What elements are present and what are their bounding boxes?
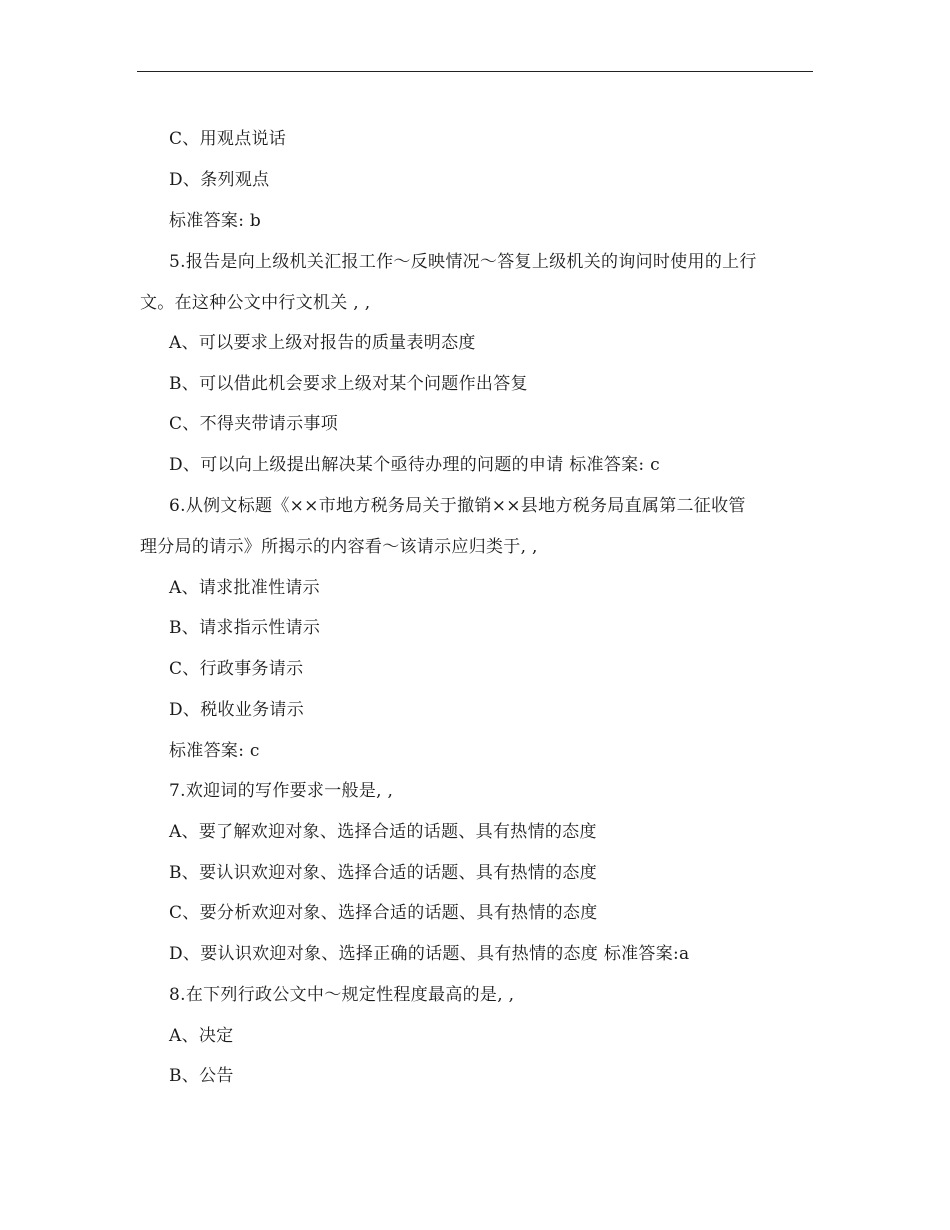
question-5-line2: 文。在这种公文中行文机关 , ,: [140, 293, 371, 313]
option-b-q8: B、公告: [169, 1066, 234, 1086]
answer-q4: 标准答案: b: [169, 211, 262, 231]
answer-q6: 标准答案: c: [169, 741, 260, 761]
question-5-line1: 5.报告是向上级机关汇报工作～反映情况～答复上级机关的询问时使用的上行: [169, 252, 757, 272]
question-8: 8.在下列行政公文中～规定性程度最高的是, ,: [169, 985, 515, 1005]
option-d-q7-with-answer: D、要认识欢迎对象、选择正确的话题、具有热情的态度 标准答案:a: [169, 944, 690, 964]
option-a-q7: A、要了解欢迎对象、选择合适的话题、具有热情的态度: [169, 822, 597, 842]
option-d-q6: D、税收业务请示: [169, 700, 305, 720]
question-6-line2: 理分局的请示》所揭示的内容看～该请示应归类于, ,: [140, 537, 538, 557]
header-rule: [137, 71, 813, 72]
option-b-q6: B、请求指示性请示: [169, 618, 321, 638]
option-a-q5: A、可以要求上级对报告的质量表明态度: [169, 333, 476, 353]
option-b-q7: B、要认识欢迎对象、选择合适的话题、具有热情的态度: [169, 863, 597, 883]
option-a-q6: A、请求批准性请示: [169, 578, 320, 598]
option-c-q4: C、用观点说话: [169, 129, 287, 149]
option-d-q5-with-answer: D、可以向上级提出解决某个亟待办理的问题的申请 标准答案: c: [169, 455, 660, 475]
option-c-q7: C、要分析欢迎对象、选择合适的话题、具有热情的态度: [169, 903, 598, 923]
option-d-q4: D、条列观点: [169, 170, 270, 190]
option-a-q8: A、决定: [169, 1026, 234, 1046]
option-b-q5: B、可以借此机会要求上级对某个问题作出答复: [169, 374, 528, 394]
question-6-line1: 6.从例文标题《××市地方税务局关于撤销××县地方税务局直属第二征收管: [169, 496, 746, 516]
option-c-q6: C、行政事务请示: [169, 659, 304, 679]
question-7: 7.欢迎词的写作要求一般是, ,: [169, 781, 394, 801]
option-c-q5: C、不得夹带请示事项: [169, 414, 339, 434]
